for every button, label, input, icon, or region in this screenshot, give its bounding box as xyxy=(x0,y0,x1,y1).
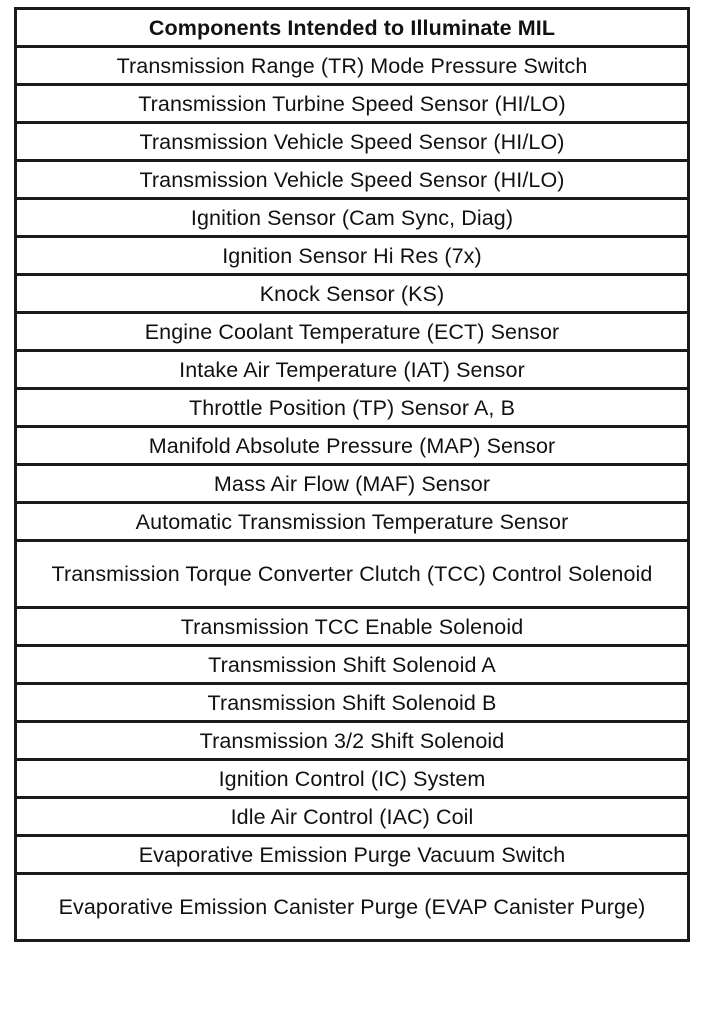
table-cell: Ignition Sensor Hi Res (7x) xyxy=(16,237,689,275)
table-cell: Knock Sensor (KS) xyxy=(16,275,689,313)
table-row xyxy=(16,874,689,941)
table-row xyxy=(16,608,689,646)
table-header: Components Intended to Illuminate MIL xyxy=(16,9,689,47)
table-cell: Transmission TCC Enable Solenoid xyxy=(16,608,689,646)
table-row xyxy=(16,646,689,684)
table-row xyxy=(16,684,689,722)
table-row xyxy=(16,199,689,237)
table-row xyxy=(16,313,689,351)
table-row xyxy=(16,798,689,836)
mil-components-table xyxy=(14,7,690,942)
table-cell: Automatic Transmission Temperature Sensor xyxy=(16,503,689,541)
table-cell: Transmission Shift Solenoid B xyxy=(16,684,689,722)
table-cell: Manifold Absolute Pressure (MAP) Sensor xyxy=(16,427,689,465)
table-cell: Evaporative Emission Purge Vacuum Switch xyxy=(16,836,689,874)
table-cell: Ignition Control (IC) System xyxy=(16,760,689,798)
table-row xyxy=(16,722,689,760)
table-row xyxy=(16,47,689,85)
table-header-row xyxy=(16,9,689,47)
table-cell: Transmission Torque Converter Clutch (TCC) Control Solenoid xyxy=(16,541,689,608)
table-row xyxy=(16,503,689,541)
table-row xyxy=(16,389,689,427)
table-row xyxy=(16,427,689,465)
table-cell: Transmission 3/2 Shift Solenoid xyxy=(16,722,689,760)
table-row xyxy=(16,465,689,503)
table-row xyxy=(16,836,689,874)
table-cell: Mass Air Flow (MAF) Sensor xyxy=(16,465,689,503)
table-cell: Transmission Vehicle Speed Sensor (HI/LO) xyxy=(16,161,689,199)
table-cell: Idle Air Control (IAC) Coil xyxy=(16,798,689,836)
table-cell: Ignition Sensor (Cam Sync, Diag) xyxy=(16,199,689,237)
table-cell: Transmission Vehicle Speed Sensor (HI/LO) xyxy=(16,123,689,161)
table-cell: Transmission Range (TR) Mode Pressure Switch xyxy=(16,47,689,85)
table-row xyxy=(16,161,689,199)
table-cell: Transmission Shift Solenoid A xyxy=(16,646,689,684)
table-row xyxy=(16,275,689,313)
table-row xyxy=(16,237,689,275)
table-cell: Transmission Turbine Speed Sensor (HI/LO) xyxy=(16,85,689,123)
table-cell: Evaporative Emission Canister Purge (EVAP Canister Purge) xyxy=(16,874,689,941)
table-cell: Throttle Position (TP) Sensor A, B xyxy=(16,389,689,427)
table-cell: Intake Air Temperature (IAT) Sensor xyxy=(16,351,689,389)
table-cell: Engine Coolant Temperature (ECT) Sensor xyxy=(16,313,689,351)
table-row xyxy=(16,351,689,389)
table-row xyxy=(16,85,689,123)
table-row xyxy=(16,760,689,798)
table-row xyxy=(16,541,689,608)
table-row xyxy=(16,123,689,161)
